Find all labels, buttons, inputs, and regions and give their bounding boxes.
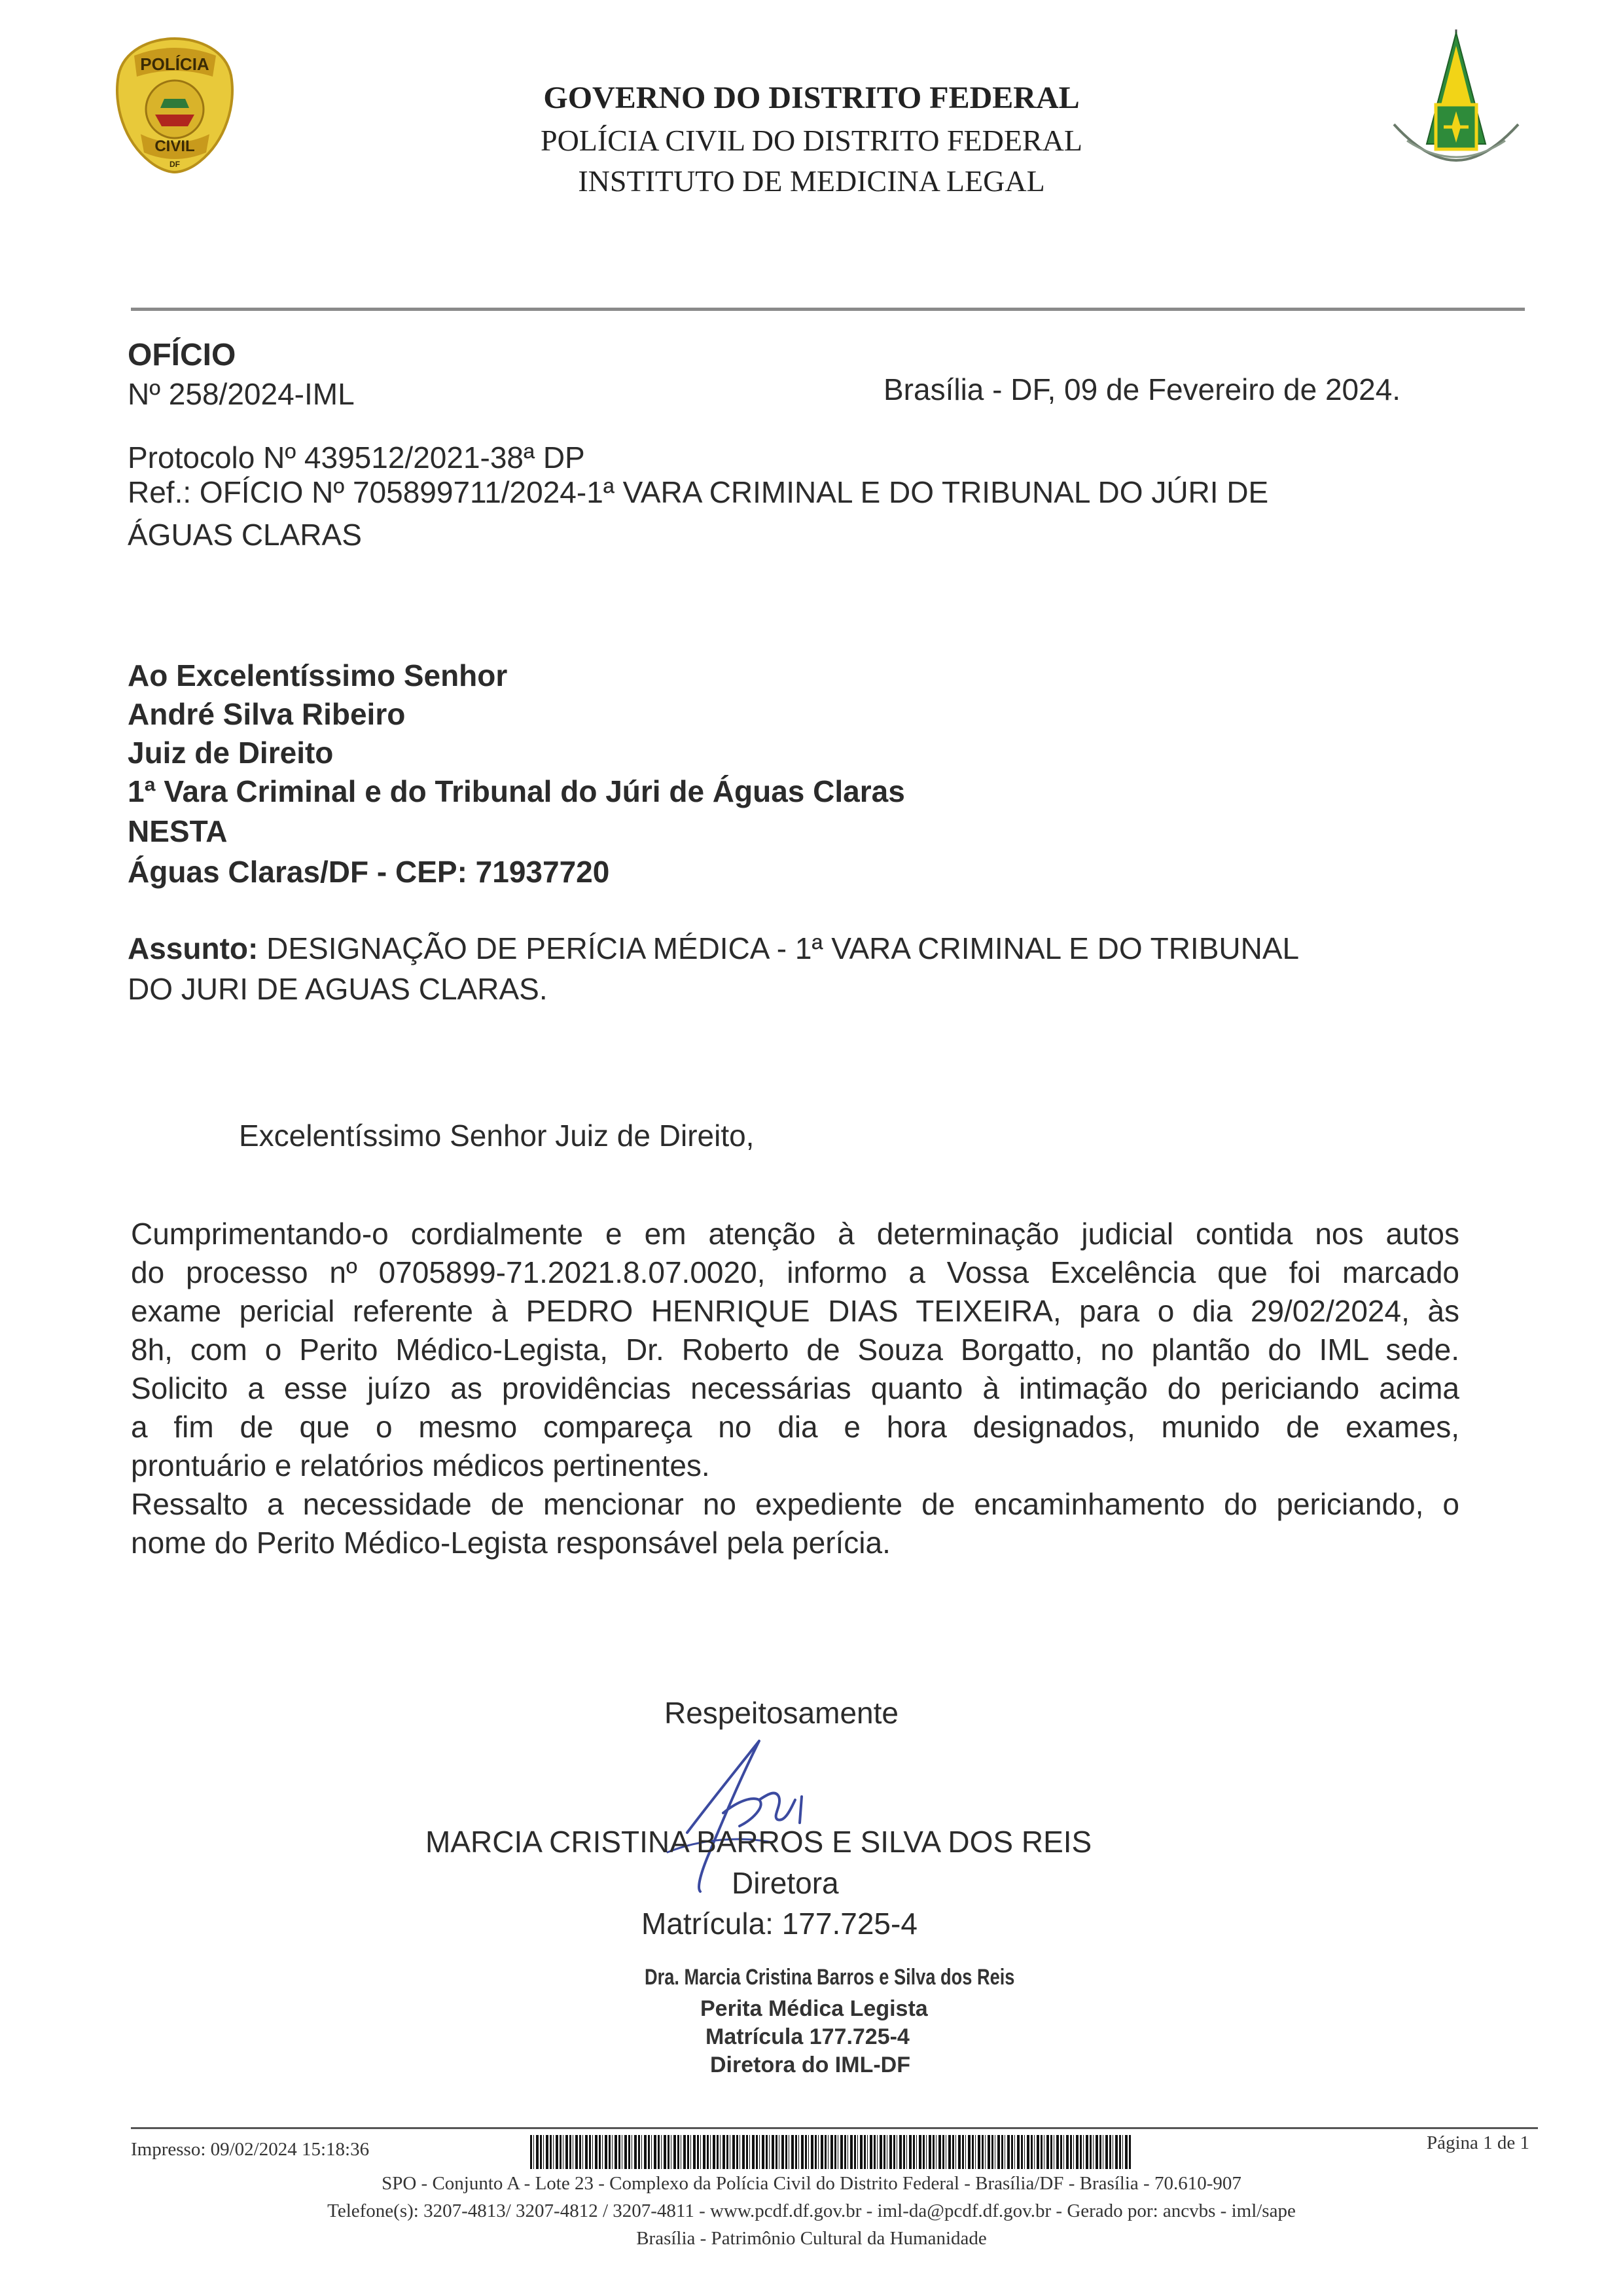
doc-number: Nº 258/2024-IML: [128, 377, 355, 411]
body-p1-line-7: prontuário e relatórios médicos pertinentes.: [131, 1448, 710, 1482]
printed-timestamp: Impresso: 09/02/2024 15:18:36: [131, 2139, 370, 2160]
header-police: POLÍCIA CIVIL DO DISTRITO FEDERAL: [541, 124, 1082, 157]
addressee-line-2: André Silva Ribeiro: [128, 697, 406, 731]
body-p1-line-5: Solicito a esse juízo as providências necessárias quanto à intimação do periciando acima: [131, 1371, 1459, 1405]
doc-type: OFÍCIO: [128, 338, 236, 372]
salutation: Excelentíssimo Senhor Juiz de Direito,: [239, 1119, 755, 1153]
signatory-registration: Matrícula: 177.725-4: [641, 1907, 918, 1941]
subject-label: Assunto:: [128, 931, 259, 965]
body-p2-line-2: nome do Perito Médico-Legista responsável pela perícia.: [131, 1526, 891, 1560]
subject-line-2: DO JURI DE AGUAS CLARAS.: [128, 972, 548, 1006]
barcode: [530, 2135, 1132, 2169]
svg-text:DF: DF: [169, 160, 180, 169]
footer-divider: [131, 2127, 1538, 2129]
header-government: GOVERNO DO DISTRITO FEDERAL: [543, 81, 1080, 115]
footer-address: SPO - Conjunto A - Lote 23 - Complexo da Polícia Civil do Distrito Federal - Brasília/DF - Brasília - 70.610-907: [382, 2173, 1241, 2194]
footer-heritage: Brasília - Patrimônio Cultural da Humanidade: [636, 2228, 987, 2249]
stamp-line-1: Dra. Marcia Cristina Barros e Silva dos Reis: [645, 1965, 1015, 1990]
subject-text: DESIGNAÇÃO DE PERÍCIA MÉDICA - 1ª VARA CRIMINAL E DO TRIBUNAL: [266, 931, 1300, 965]
body-p1-line-3: exame pericial referente à PEDRO HENRIQUE DIAS TEIXEIRA, para o dia 29/02/2024, às: [131, 1294, 1459, 1328]
addressee-line-6: Águas Claras/DF - CEP: 71937720: [128, 855, 610, 889]
svg-text:CIVIL: CIVIL: [154, 137, 195, 155]
place-date: Brasília - DF, 09 de Fevereiro de 2024.: [883, 372, 1401, 406]
signatory-role: Diretora: [732, 1866, 839, 1900]
addressee-line-4: 1ª Vara Criminal e do Tribunal do Júri de Águas Claras: [128, 774, 905, 808]
addressee-line-3: Juiz de Direito: [128, 736, 334, 770]
stamp-line-3: Matrícula 177.725-4: [705, 2024, 910, 2049]
closing: Respeitosamente: [664, 1696, 899, 1730]
stamp-line-2: Perita Médica Legista: [700, 1996, 928, 2021]
addressee-line-1: Ao Excelentíssimo Senhor: [128, 658, 508, 692]
body-p2-line-1: Ressalto a necessidade de mencionar no expediente de encaminhamento do periciando, o: [131, 1487, 1459, 1521]
subject-line-1: [128, 931, 1299, 966]
header-institute: INSTITUTO DE MEDICINA LEGAL: [578, 164, 1045, 198]
reference-line-2: ÁGUAS CLARAS: [128, 518, 362, 552]
body-p1-line-2: do processo nº 0705899-71.2021.8.07.0020, informo a Vossa Excelência que foi marcado: [131, 1255, 1459, 1289]
svg-text:POLÍCIA: POLÍCIA: [140, 54, 209, 74]
body-p1-line-6: a fim de que o mesmo compareça no dia e hora designados, munido de exames,: [131, 1410, 1459, 1444]
header-divider: [131, 308, 1525, 311]
page-number: Página 1 de 1: [1427, 2132, 1530, 2153]
body-p1-line-4: 8h, com o Perito Médico-Legista, Dr. Roberto de Souza Borgatto, no plantão do IML sede.: [131, 1333, 1459, 1367]
signatory-name: MARCIA CRISTINA BARROS E SILVA DOS REIS: [425, 1825, 1092, 1859]
footer-contact: Telefone(s): 3207-4813/ 3207-4812 / 3207-4811 - www.pcdf.df.gov.br - iml-da@pcdf.df.gov.br - Gerado por: ancvbs - iml/sape: [327, 2200, 1296, 2221]
addressee-line-5: NESTA: [128, 814, 228, 848]
reference-line-1: Ref.: OFÍCIO Nº 705899711/2024-1ª VARA CRIMINAL E DO TRIBUNAL DO JÚRI DE: [128, 475, 1269, 509]
body-p1-line-1: Cumprimentando-o cordialmente e em atenção à determinação judicial contida nos autos: [131, 1217, 1459, 1251]
protocol: Protocolo Nº 439512/2021-38ª DP: [128, 440, 585, 475]
stamp-line-4: Diretora do IML-DF: [710, 2053, 910, 2077]
